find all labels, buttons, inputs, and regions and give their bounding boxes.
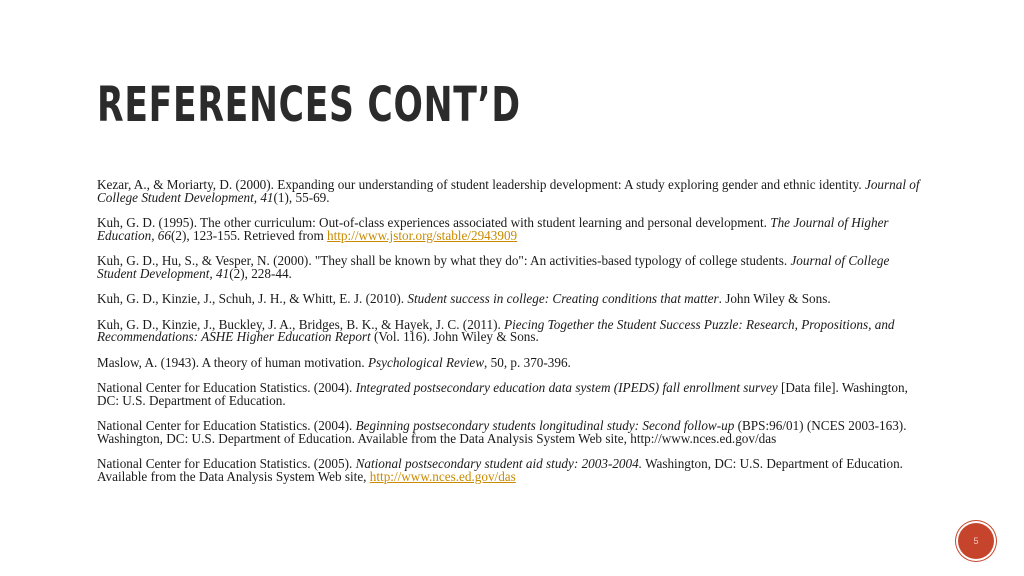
reference-link[interactable]: http://www.nces.ed.gov/das bbox=[369, 468, 516, 484]
title-area bbox=[97, 78, 997, 132]
reference-source-title: Beginning postsecondary students longitudinal study: Second follow-up bbox=[355, 418, 735, 434]
reference-link[interactable]: http://www.jstor.org/stable/2943909 bbox=[327, 227, 518, 243]
reference-authors-text: National Center for Education Statistics. (2005). bbox=[97, 456, 356, 472]
reference-item bbox=[97, 217, 927, 243]
reference-authors-text: Kuh, G. D. (1995). The other curriculum: Out-of-class experiences associated with student learning and personal development. bbox=[97, 215, 771, 231]
reference-source-title: Psychological Review bbox=[367, 354, 485, 370]
reference-source-title: Student success in college: Creating conditions that matter bbox=[407, 291, 719, 307]
reference-details-text: (BPS:96/01) (NCES 2003-163). Washington, DC: U.S. Department of Education. Available from the Data Analysis System Web site, http://www.nces.ed.gov/das bbox=[97, 418, 907, 446]
reference-item bbox=[97, 179, 927, 205]
reference-details-text: [Data file]. Washington, DC: U.S. Department of Education. bbox=[97, 379, 908, 408]
reference-item bbox=[97, 379, 927, 408]
page-number: 5 bbox=[973, 536, 979, 546]
reference-source-title: National postsecondary student aid study: 2003-2004. bbox=[355, 456, 643, 472]
reference-authors-text: Kuh, G. D., Kinzie, J., Schuh, J. H., & Whitt, E. J. (2010). bbox=[97, 291, 408, 307]
reference-source-title: Integrated postsecondary education data system (IPEDS) fall enrollment survey bbox=[355, 379, 778, 395]
reference-details-text: (1), 55-69. bbox=[273, 189, 330, 205]
reference-item bbox=[97, 420, 927, 446]
reference-item bbox=[97, 316, 927, 345]
reference-details-text: . John Wiley & Sons. bbox=[718, 291, 831, 307]
reference-source-title: The Journal of Higher Education, 66 bbox=[97, 215, 889, 243]
reference-details-text: (2), 123-155. Retrieved from bbox=[171, 227, 328, 243]
slide-title: REFERENCES CONT’D bbox=[97, 78, 521, 132]
page-number-badge bbox=[958, 523, 994, 559]
reference-source-title: Journal of College Student Development, 41 bbox=[97, 253, 890, 281]
reference-authors-text: National Center for Education Statistics. (2004). bbox=[97, 418, 356, 434]
reference-list bbox=[97, 179, 927, 496]
reference-authors-text: Kuh, G. D., Hu, S., & Vesper, N. (2000). "They shall be known by what they do": An activities-based typology of college students. bbox=[97, 253, 791, 269]
reference-details-text: Washington, DC: U.S. Department of Education. Available from the Data Analysis System Web site, bbox=[97, 456, 903, 484]
reference-authors-text: National Center for Education Statistics. (2004). bbox=[97, 379, 356, 395]
reference-details-text: (2), 228-44. bbox=[229, 265, 292, 281]
reference-source-title: Journal of College Student Development, 41 bbox=[97, 177, 920, 205]
reference-item bbox=[97, 354, 927, 370]
reference-item bbox=[97, 458, 927, 484]
reference-authors-text: Kuh, G. D., Kinzie, J., Buckley, J. A., Bridges, B. K., & Hayek, J. C. (2011). bbox=[97, 316, 505, 332]
reference-details-text: (Vol. 116). John Wiley & Sons. bbox=[370, 329, 539, 345]
reference-item bbox=[97, 255, 927, 281]
reference-item bbox=[97, 293, 927, 306]
reference-authors-text: Kezar, A., & Moriarty, D. (2000). Expanding our understanding of student leadership development: A study exploring gender and ethnic identity. bbox=[97, 177, 865, 192]
reference-details-text: , 50, p. 370-396. bbox=[484, 354, 571, 370]
reference-source-title: Piecing Together the Student Success Puzzle: Research, Propositions, and Recommendations: ASHE Higher Education Report bbox=[97, 316, 895, 345]
reference-authors-text: Maslow, A. (1943). A theory of human motivation. bbox=[97, 354, 368, 370]
